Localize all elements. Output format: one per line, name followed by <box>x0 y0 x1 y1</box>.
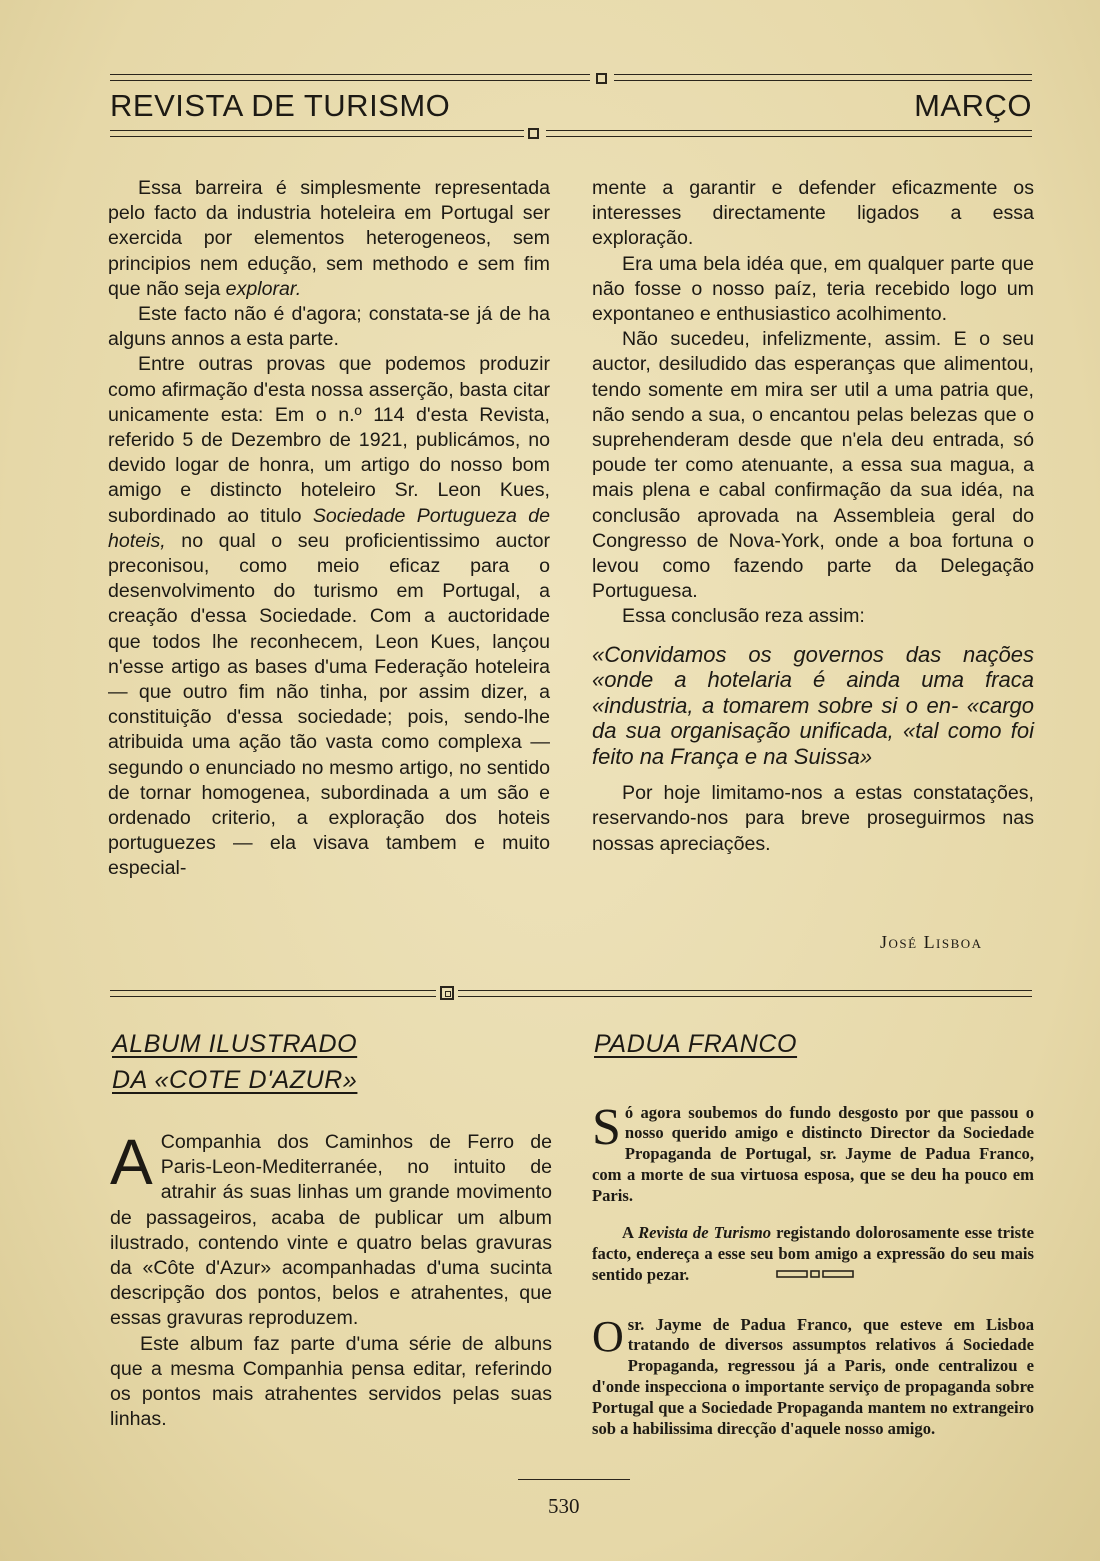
drop-cap: A <box>110 1126 153 1198</box>
header-ornament-bottom <box>528 128 539 139</box>
paragraph: Era uma bela idéa que, em qualquer parte que não fosse o nosso paíz, teria recebido logo um expontaneo e enthusiastico acolhimento. <box>592 252 1034 326</box>
magazine-title: REVISTA DE TURISMO <box>110 88 451 123</box>
paragraph: Este facto não é d'agora; constata-se já de ha alguns annos a esta parte. <box>108 303 550 351</box>
quoted-conclusion: «Convidamos os governos das nações «onde a hotelaria é ainda uma fraca «industria, a tomarem sobre si o en- «cargo da sua organisação unificada, «tal como foi feito na França e na Suissa» <box>592 641 1034 769</box>
album-article <box>110 1126 552 1432</box>
paragraph: Essa barreira é simplesmente representada pelo facto da industria hoteleira em Portugal ser exercida por elementos heterogeneos, sem principios nem edução, sem methodo e sem fim que não seja explorar. <box>108 177 550 300</box>
header-bottom-rule-left <box>110 130 524 137</box>
header-bottom-rule-right <box>546 130 1032 137</box>
ornament-divider <box>776 1268 856 1280</box>
paragraph: A Companhia dos Caminhos de Ferro de Paris-Leon-Mediterranée, no intuito de atrahir ás suas linhas um grande movimento de passageiros, acaba de publicar um album ilustrado, contendo vinte e quatro belas gravuras da «Côte d'Azur» acompanhadas d'uma sucinta descripção dos pontos, belos e atrahentes, que essas gravuras reproduzem. <box>110 1126 552 1330</box>
section-divider-ornament <box>440 986 454 1000</box>
header-top-rule-right <box>614 74 1032 81</box>
album-title-line1: ALBUM ILUSTRADO <box>112 1030 358 1058</box>
article-right-column <box>592 176 1034 857</box>
paragraph: Essa conclusão reza assim: <box>622 605 865 628</box>
header-ornament-top <box>596 73 607 84</box>
page-number: 530 <box>548 1494 580 1518</box>
author-signature: José Lisboa <box>880 932 983 952</box>
header-top-rule-left <box>110 74 590 81</box>
paragraph: Este album faz parte d'uma série de albuns que a mesma Companhia pensa editar, referindo os pontos mais atrahentes servidos pelas suas linhas. <box>110 1332 552 1431</box>
section-divider-right <box>458 990 1032 997</box>
paragraph: mente a garantir e defender eficazmente os interesses directamente ligados a essa exploração. <box>592 177 1034 250</box>
section-divider-left <box>110 990 436 997</box>
footer-rule <box>518 1479 630 1480</box>
drop-cap: S <box>592 1098 621 1156</box>
padua-followup <box>592 1298 1034 1456</box>
paragraph: Só agora soubemos do fundo desgosto por que passou o nosso querido amigo e distincto Director da Sociedade Propaganda de Portugal, sr. Jayme de Padua Franco, com a morte de sua virtuosa esposa, que se deu ha pouco em Paris. <box>592 1098 1034 1205</box>
album-title-line2: DA «COTE D'AZUR» <box>112 1066 358 1094</box>
month-label: MARÇO <box>914 88 1032 123</box>
article-left-column <box>108 176 550 882</box>
paragraph: Osr. Jayme de Padua Franco, que esteve em Lisboa tratando de diversos assumptos relativos á Sociedade Propaganda, regressou já a Paris, onde centralizou e d'onde inspecciona o importante serviço de propaganda sobre Portugal que a Sociedade Propaganda mantem no extrangeiro sob a habilissima direcção d'aquele nosso amigo. <box>592 1311 1034 1438</box>
padua-title: PADUA FRANCO <box>594 1030 798 1058</box>
paragraph: A Revista de Turismo registando dolorosamente esse triste facto, endereça a esse seu bom amigo a expressão do seu mais sentido pezar. <box>592 1223 1034 1284</box>
paragraph: Por hoje limitamo-nos a estas constatações, reservando-nos para breve proseguirmos nas nossas apreciações. <box>592 782 1034 855</box>
drop-cap: O <box>592 1311 624 1361</box>
paragraph: Não sucedeu, infelizmente, assim. E o seu auctor, desiludido das esperanças que alimentou, tendo somente em mira ser util a uma patria que, não sendo a sua, o encantou pelas belezas que o suprehenderam desde que n'ela deu entrada, só poude ter como atenuante, a essa sua magua, a mais plena e cabal confirmação da sua idéa, na conclusão aprovada na Assembleia geral do Congresso de Nova-York, onde a boa fortuna o levou como fazendo parte da Delegação Portuguesa. <box>592 328 1034 603</box>
paragraph: Entre outras provas que podemos produzir como afirmação d'esta nossa asserção, basta citar unicamente esta: Em o n.º 114 d'esta Revista, referido 5 de Dezembro de 1921, publicámos, no devido logar de honra, um artigo do nosso bom amigo e distincto hoteleiro Sr. Leon Kues, subordinado ao titulo Sociedade Portugueza de hoteis, no qual o seu proficientissimo auctor preconisou, como meio eficaz para o desenvolvimento do turismo em Portugal, a creação d'essa Sociedade. Com a auctoridade que todos lhe reconhecem, Leon Kues, lançou n'esse artigo as bases d'uma Federação hoteleira — que outro fim não tinha, por assim dizer, a constituição d'essa sociedade; pois, sendo-lhe atribuida uma ação tão vasta como complexa — segundo o enunciado no mesmo artigo, no sentido de tornar homogenea, subordinada a um são e ordenado criterio, a exploração dos hoteis portuguezes — ela visava tambem e muito especial- <box>108 353 550 880</box>
